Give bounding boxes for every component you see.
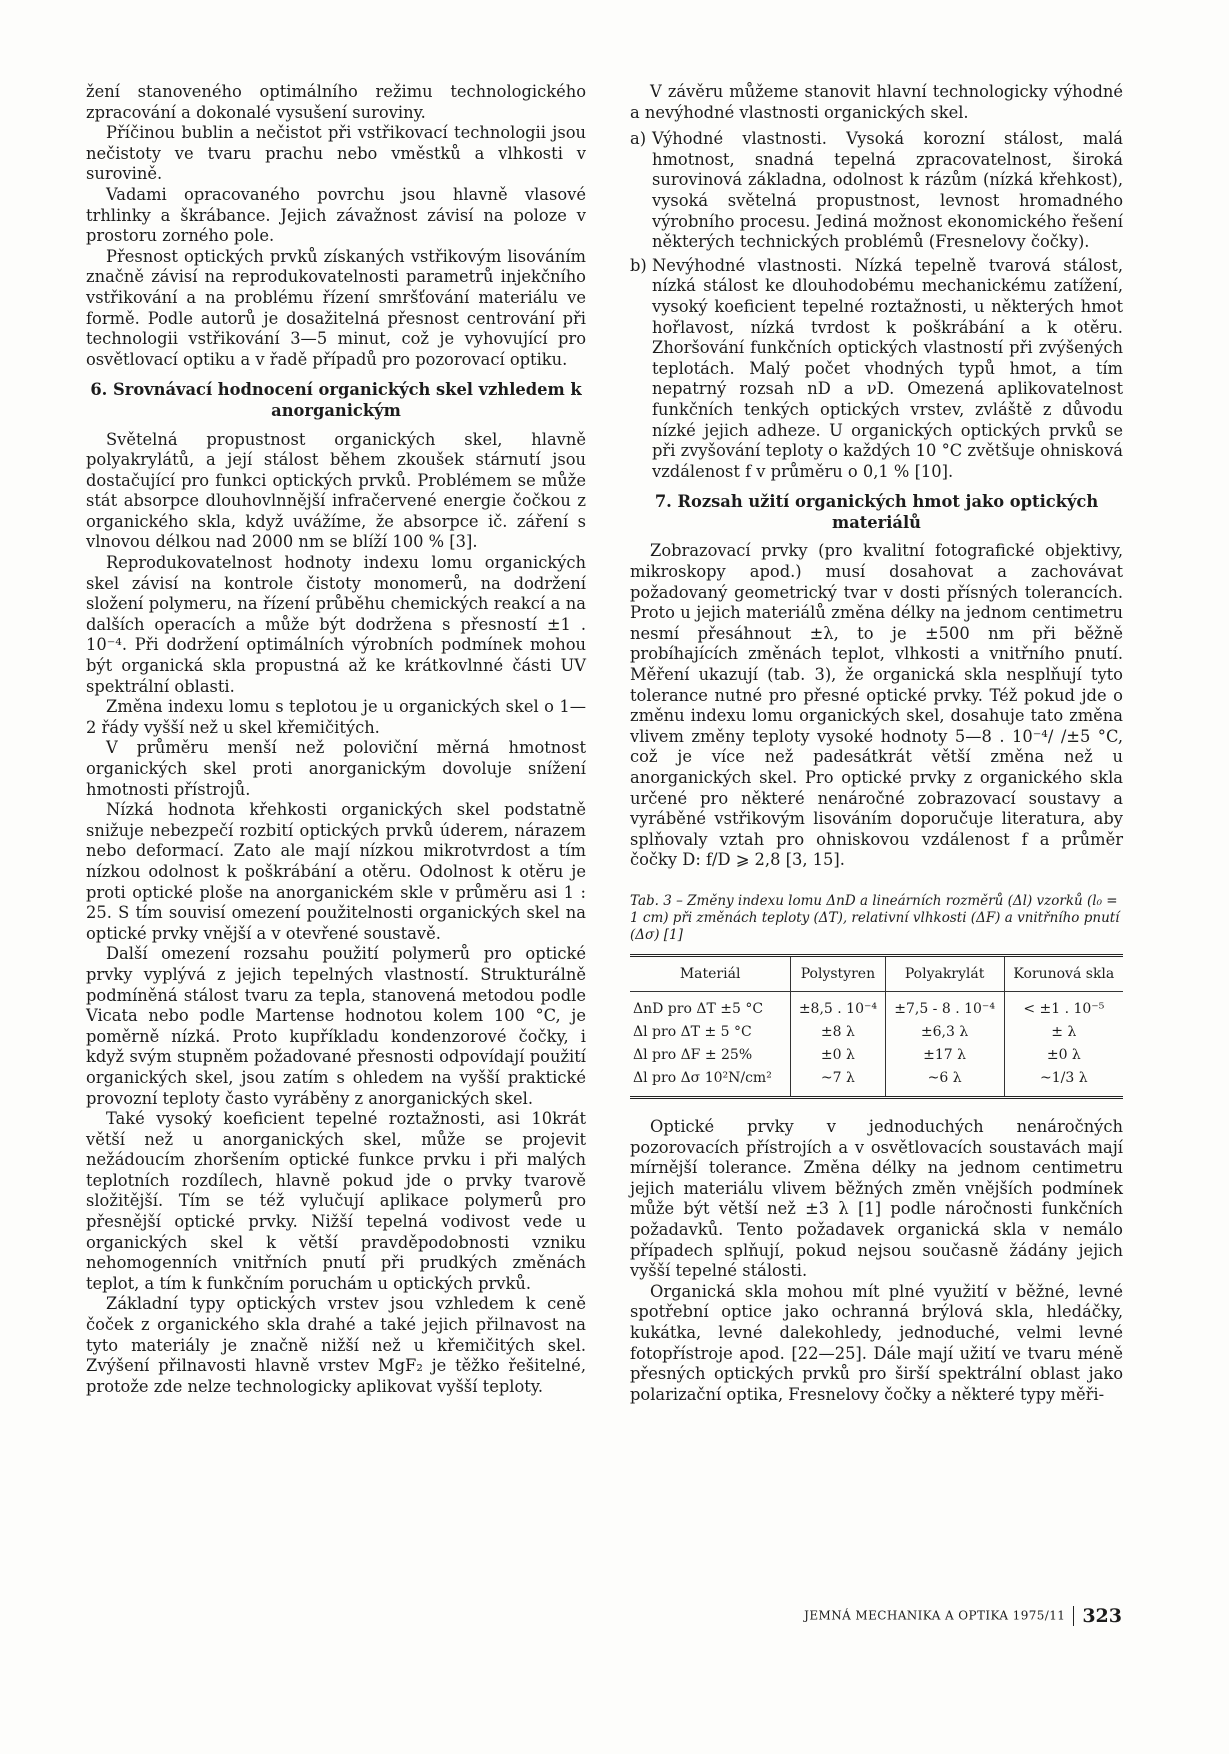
table-cell: ±0 λ: [1004, 1044, 1123, 1067]
table-cell: Δl pro ΔT ± 5 °C: [633, 1023, 752, 1040]
paragraph: Základní typy optických vrstev jsou vzhledem k ceně čoček z organického skla drahé a také jejich přilnavost na tyto materiály je značně nižší než u křemičitých skel. Zvýšení přilnavosti hlavně vrstev MgF₂ je těžko řešitelné, protože zde nelze technologicky aplikovat vyšší teploty.: [86, 1294, 586, 1396]
list-item: [630, 129, 1123, 253]
page-footer: [760, 1605, 1122, 1627]
table-caption: Tab. 3 – Změny indexu lomu ΔnD a lineárních rozměrů (Δl) vzorků (l₀ = 1 cm) při změnách teploty (ΔT), relativní vlhkosti (ΔF) a vnitřního pnutí (Δσ) [1]: [630, 892, 1120, 943]
column-header: Polystyren: [791, 955, 885, 991]
table-row: [630, 1067, 1123, 1098]
list-label: b): [630, 255, 647, 275]
paragraph: Zobrazovací prvky (pro kvalitní fotografické objektivy, mikroskopy apod.) musí dosahovat a zachovávat požadovaný geometrický tvar v dosti přísných tolerancích. Proto u jejich materiálů změna délky na jednom centimetru nesmí přesáhnout ±λ, to je ±500 nm při běžně probíhajících změnách teplot, vlhkosti a vnitřního pnutí. Měření ukazují (tab. 3), že organická skla nesplňují tyto tolerance nutné pro přesné optické prvky. Též pokud jde o změnu indexu lomu organických skel, dosahuje tato změna vlivem změny teploty vysoké hodnoty 5—8 . 10⁻⁴/ /±5 °C, což je více než padesátkrát větší změna než u anorganických skel. Pro optické prvky z organického skla určené pro některé nenáročné zobrazovací soustavy a vyráběné vstřikovým lisováním doporučuje literatura, aby splňovaly vztah pro ohniskovou vzdálenost f a průměr čočky D: f/D ⩾ 2,8 [3, 15].: [630, 541, 1123, 870]
paragraph: Nízká hodnota křehkosti organických skel podstatně snižuje nebezpečí rozbití optických prvků úderem, nárazem nebo deformací. Zato ale mají nízkou mikrotvrdost a tím nízkou odolnost k poškrábání a otěru. Odolnost k otěru je proti optické ploše na anorganickém skle v průměru asi 1 : 25. S tím souvisí omezení použitelnosti organických skel na optické prvky vnější a v otevřené soustavě.: [86, 800, 586, 943]
paragraph: Další omezení rozsahu použití polymerů pro optické prvky vyplývá z jejich tepelných vlastností. Strukturálně podmíněná stálost tvaru za tepla, stanovená metodou podle Vicata nebo podle Martense hodnotou kolem 100 °C, je poměrně nízká. Proto kupříkladu kondenzorové čočky, i když svým stupněm požadované přesnosti odpovídají použití organických skel, jsou zatím s ohledem na vyšší praktické provozní teploty často vyráběny z anorganických skel.: [86, 944, 586, 1108]
table-row: [630, 1021, 1123, 1044]
paragraph: Reprodukovatelnost hodnoty indexu lomu organických skel závisí na kontrole čistoty monomerů, na dodržení složení polymeru, na řízení průběhu chemických reakcí a na dalších operacích a může být dodržena s přesností ±1 . 10⁻⁴. Při dodržení optimálních výrobních podmínek mohou být organická skla propustná až ke krátkovlnné části UV spektrální oblasti.: [86, 553, 586, 696]
table-cell: ±6,3 λ: [885, 1021, 1004, 1044]
table-header-row: [630, 955, 1123, 991]
paragraph: Změna indexu lomu s teplotou je u organických skel o 1—2 řády vyšší než u skel křemičitých.: [86, 697, 586, 737]
footer-divider: [1073, 1606, 1074, 1626]
paragraph: Také vysoký koeficient tepelné roztažnosti, asi 10krát větší než u anorganických skel, může se projevit nežádoucím zhoršením optické funkce prvku i při malých teplotních rozdílech, hlavně pokud jde o prvky tvarově složitější. Tím se též vylučují aplikace polymerů pro přesnější optické prvky. Nižší tepelná vodivost vede u organických skel k větší pravděpodobnosti vzniku nehomogenních vnitřních pnutí při prudkých změnách teplot, a tím k funkčním poruchám u optických prvků.: [86, 1109, 586, 1293]
journal-name: JEMNÁ MECHANIKA A OPTIKA 1975/11: [804, 1608, 1066, 1623]
paragraph: V závěru můžeme stanovit hlavní technologicky výhodné a nevýhodné vlastnosti organických skel.: [630, 82, 1123, 122]
table-cell: ±7,5 - 8 . 10⁻⁴: [885, 991, 1004, 1021]
right-column: [630, 82, 1123, 1405]
list-label: a): [630, 129, 647, 149]
table-row: [630, 991, 1123, 1021]
column-header: Polyakrylát: [885, 955, 1004, 991]
table-cell: Δl pro ΔF ± 25%: [633, 1046, 753, 1063]
table-cell: ΔnD pro ΔT ±5 °C: [633, 1000, 764, 1017]
table-cell: < ±1 . 10⁻⁵: [1004, 991, 1123, 1021]
table-cell: ±0 λ: [791, 1044, 885, 1067]
list-text: Výhodné vlastnosti. Vysoká korozní stálost, malá hmotnost, snadná tepelná zpracovatelnost, široká surovinová základna, odolnost k rázům (nízká křehkost), vysoká světelná propustnost, levnost hromadného výrobního procesu. Jediná možnost ekonomického řešení některých technických problémů (Fresnelovy čočky).: [652, 129, 1123, 252]
paragraph: V průměru menší než poloviční měrná hmotnost organických skel proti anorganickým dovoluje snížení hmotnosti přístrojů.: [86, 738, 586, 799]
column-header: Korunová skla: [1004, 955, 1123, 991]
paragraph: žení stanoveného optimálního režimu technologického zpracování a dokonalé vysušení suroviny.: [86, 82, 586, 122]
paragraph: Vadami opracovaného povrchu jsou hlavně vlasové trhlinky a škrábance. Jejich závažnost závisí na poloze v prostoru zorného pole.: [86, 184, 586, 246]
data-table: [630, 954, 1123, 1099]
paragraph: Příčinou bublin a nečistot při vstřikovací technologii jsou nečistoty ve tvaru prachu nebo vměstků a vlhkosti v surovině.: [86, 123, 586, 184]
page-number: 323: [1082, 1605, 1122, 1627]
table-cell: Δl pro Δσ 10²N/cm²: [633, 1069, 772, 1086]
table-cell: ± λ: [1004, 1021, 1123, 1044]
table-cell: ±8 λ: [791, 1021, 885, 1044]
paragraph: Světelná propustnost organických skel, hlavně polyakrylátů, a její stálost během zkoušek stárnutí jsou dostačující pro funkci optických prvků. Problémem se může stát absorpce dlouhovlnnější infračervené energie čočkou z organického skla, když uvážíme, že absorpce ič. záření s vlnovou délkou nad 2000 nm se blíží 100 % [3].: [86, 429, 586, 552]
left-column: [86, 82, 586, 1397]
table-cell: ~6 λ: [885, 1067, 1004, 1098]
list-item: [630, 256, 1123, 483]
list-text: Nevýhodné vlastnosti. Nízká tepelně tvarová stálost, nízká stálost ke dlouhodobému mechanickému zatížení, vysoký koeficient tepelné roztažnosti, u některých hmot hořlavost, nízká tvrdost k poškrábání a k otěru. Zhoršování funkčních optických vlastností při zvýšených teplotách. Malý počet vhodných typů hmot, a tím nepatrný rozsah nD a νD. Omezená aplikovatelnost funkčních tenkých optických vrstev, zvláště z důvodu nízké jejich adheze. U organických optických prvků se při zvyšování teploty o každých 10 °C zvětšuje ohnisková vzdálenost f v průměru o 0,1 % [10].: [652, 255, 1123, 481]
table-cell: ±8,5 . 10⁻⁴: [791, 991, 885, 1021]
paragraph: Organická skla mohou mít plné využití v běžné, levné spotřební optice jako ochranná brýlová skla, hledáčky, kukátka, levné dalekohledy, jednoduché, velmi levné fotopřístroje apod. [22—25]. Dále mají užití ve tvaru méně přesných optických prvků pro širší spektrální oblast jako polarizační optika, Fresnelovy čočky a některé typy měři-: [630, 1281, 1123, 1404]
table-cell: ~7 λ: [791, 1067, 885, 1098]
column-header: Materiál: [630, 955, 791, 991]
paragraph: Optické prvky v jednoduchých nenáročných pozorovacích přístrojích a v osvětlovacích soustavách mají mírnější tolerance. Změna délky na jednom centimetru jejich materiálu vlivem běžných změn vnějších podmínek může být větší než ±3 λ [1] podle náročnosti funkčních požadavků. Tento požadavek organická skla v nemálo případech splňují, pokud nejsou současně žádány jejich vyšší tepelné stálosti.: [630, 1116, 1123, 1281]
table-row: [630, 1044, 1123, 1067]
section-heading: 7. Rozsah užití organických hmot jako optických materiálů: [654, 492, 1099, 532]
section-heading: 6. Srovnávací hodnocení organických skel vzhledem k anorganickým: [90, 380, 582, 420]
paragraph: Přesnost optických prvků získaných vstřikovým lisováním značně závisí na reprodukovatelnosti parametrů injekčního vstřikování a na problému řízení smršťování materiálu ve formě. Podle autorů je dosažitelná přesnost centrování při technologii vstřikování 3—5 minut, což je vyhovující pro osvětlovací optiku a v řadě případů pro pozorovací optiku.: [86, 246, 586, 369]
table-cell: ~1/3 λ: [1004, 1067, 1123, 1098]
table-cell: ±17 λ: [885, 1044, 1004, 1067]
properties-list: [630, 129, 1123, 482]
